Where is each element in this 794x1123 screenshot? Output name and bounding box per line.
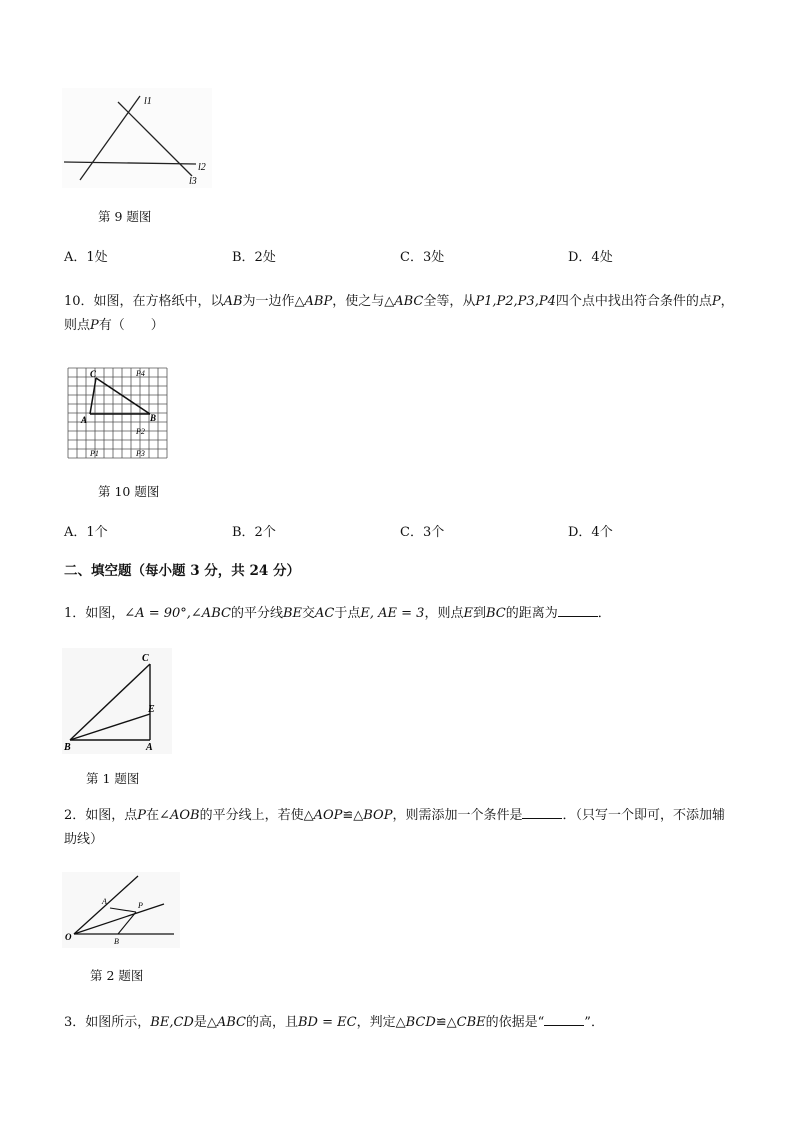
label-a: A [81,415,88,425]
answer-blank [544,1013,584,1026]
q10-points: P1,P2,P3,P4 [475,294,556,309]
f1-caption: 第 1 题图 [86,771,140,786]
f3-becd: BE,CD [150,1015,194,1030]
answer-blank [558,604,598,617]
label-l1: l1 [144,96,152,107]
f3-text: ≌△ [435,1015,457,1030]
f3-bcd: BCD [405,1015,436,1030]
q10-p: P [90,318,99,333]
f2-caption: 第 2 题图 [90,968,144,983]
f3-cbe: CBE [456,1015,486,1030]
label-l2: l2 [198,162,206,173]
f3-text: ，判定△ [356,1015,406,1030]
f1-figure [62,648,172,754]
label-b: B [150,413,157,423]
q10-text: ，则点 [64,294,734,333]
f2-figure [62,872,180,948]
f1-cond: ∠A = 90°,∠ABC [124,606,231,621]
label-b: B [114,937,119,946]
q10-option-d: D．4个 [568,525,613,540]
f1-e: E [463,606,473,621]
q10-text: 如图，在方格纸中，以 [93,294,224,309]
f1-ac: AC [315,606,335,621]
f1-text: 交 [302,606,316,621]
f2-p: P [137,808,147,823]
q10-text: ，使之与△ [332,294,395,309]
q10-text: 为一边作△ [242,294,305,309]
q9-option-d: D．4处 [568,250,613,265]
f2-bop: BOP [363,808,393,823]
label-l3: l3 [189,176,197,187]
label-p4: P4 [136,369,145,378]
section-title: 二、填空题（每小题 3 分，共 24 分） [64,563,300,579]
f1-ae: E, AE = 3 [360,606,425,621]
f3-text: 的依据是“ [485,1015,545,1030]
q10-figure [64,364,174,464]
q10-number: 10． [64,294,94,309]
q9-option-b: B．2处 [232,250,276,265]
f1-bc: BC [485,606,506,621]
q9-figure [62,88,212,188]
f1-stem [64,602,736,626]
label-b: B [64,742,71,753]
f1-text: ，则点 [424,606,464,621]
q10-text: 全等，从 [423,294,476,309]
label-c: C [142,653,149,664]
f3-stem [64,1011,736,1035]
label-a: A [102,897,107,906]
label-p2: P2 [136,427,145,436]
f1-text: 到 [472,606,486,621]
q9-option-c: C．3处 [400,250,445,265]
f3-abc: ABC [216,1015,246,1030]
f3-text: ”． [584,1015,604,1030]
q10-ab: AB [223,294,243,309]
q10-caption: 第 10 题图 [98,484,160,499]
q10-text: 四个点中找出符合条件的点 [555,294,712,309]
answer-blank [522,806,562,819]
q10-stem [64,290,736,338]
f2-text: 如图，点 [85,808,138,823]
label-c: C [90,369,97,379]
q9-option-a: A．1处 [64,250,108,265]
f3-text: 的高，且 [245,1015,298,1030]
q9-caption: 第 9 题图 [98,209,152,224]
f2-number: 2． [64,808,86,823]
f1-text: 如图， [85,606,125,621]
label-a: A [146,742,153,753]
q10-abp: ABP [304,294,333,309]
f1-text: ． [597,606,611,621]
label-p3: P3 [136,449,145,458]
f2-aop: AOP [313,808,343,823]
label-p1: P1 [90,449,99,458]
q10-option-c: C．3个 [400,525,445,540]
f2-stem [64,804,736,852]
label-p: P [138,901,143,910]
f1-text: 的平分线 [230,606,283,621]
f1-text: 的距离为 [505,606,558,621]
f3-bdec: BD = EC [298,1015,357,1030]
q10-p: P [711,294,721,309]
f2-text: ≌△ [342,808,364,823]
q10-option-b: B．2个 [232,525,276,540]
q10-option-a: A．1个 [64,525,108,540]
label-e: E [148,704,155,715]
q10-abc: ABC [394,294,424,309]
f1-be: BE [282,606,302,621]
f3-text: 是△ [193,1015,217,1030]
f2-text: 在∠ [146,808,170,823]
f2-aob: AOB [169,808,200,823]
f2-text: ．（只写一个即可，不添加辅助线） [64,808,725,847]
label-o: O [65,932,72,942]
f3-text: 如图所示， [85,1015,151,1030]
q10-text: 有（ ） [98,318,164,333]
f3-number: 3． [64,1015,86,1030]
f1-text: 于点 [334,606,361,621]
f2-text: ，则需添加一个条件是 [392,808,523,823]
f1-number: 1． [64,606,86,621]
f2-text: 的平分线上，若使△ [199,808,314,823]
